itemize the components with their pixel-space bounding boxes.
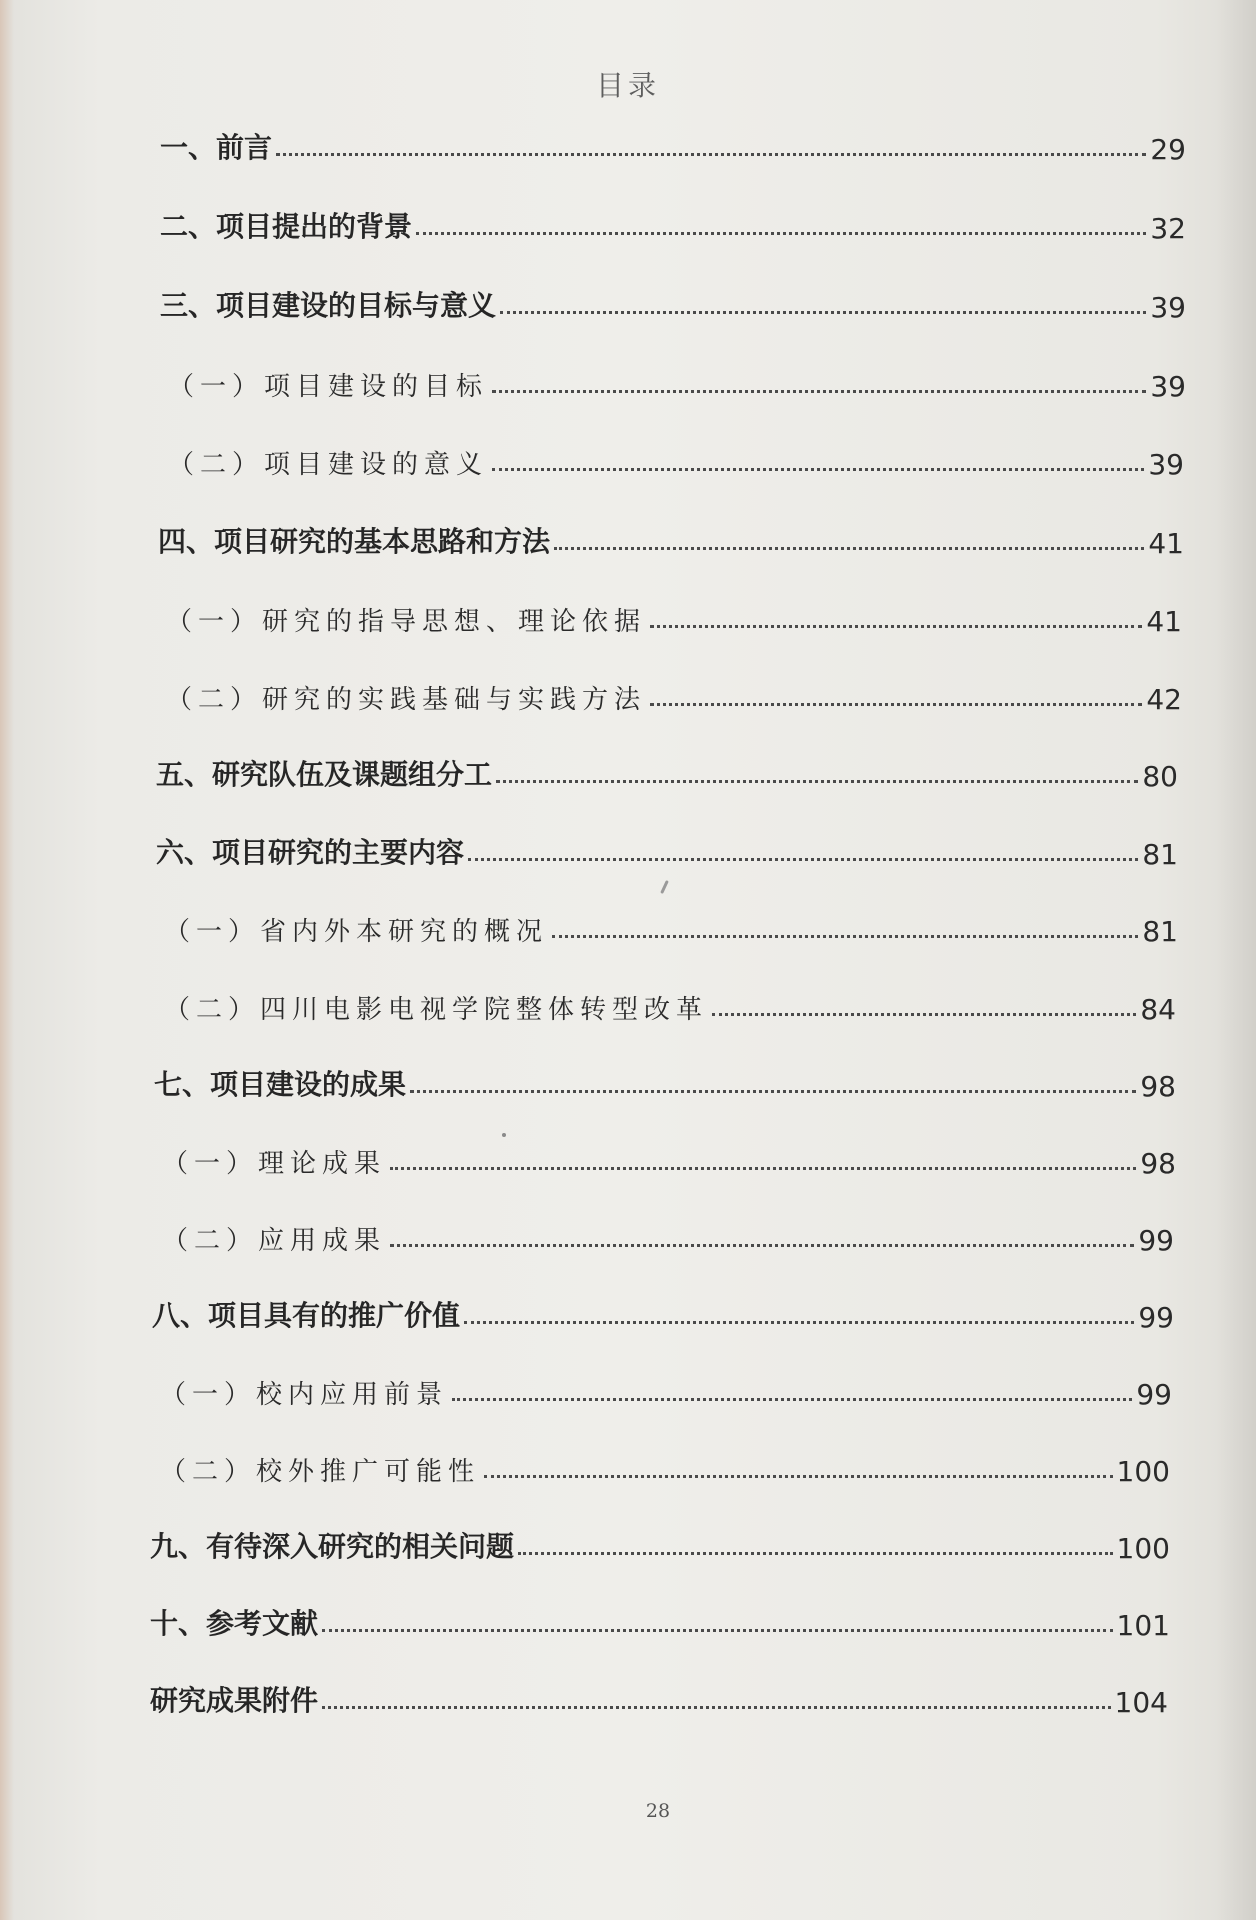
toc-title: 目录 — [595, 69, 660, 102]
toc-entry-page: 101 — [1116, 1609, 1170, 1642]
toc-entry-page: 32 — [1150, 212, 1186, 245]
toc-dot-leader — [416, 232, 1146, 235]
toc-entry-page: 98 — [1140, 1070, 1176, 1103]
toc-entry-page: 98 — [1140, 1147, 1176, 1180]
toc-entry-label: （一）理论成果 — [162, 1149, 387, 1179]
toc-dot-leader — [518, 1552, 1113, 1555]
toc-entry — [160, 1367, 1172, 1411]
toc-dot-leader — [650, 703, 1142, 706]
toc-entry-page: 104 — [1114, 1686, 1168, 1719]
toc-dot-leader — [492, 468, 1144, 471]
toc-entry-label: （二）应用成果 — [162, 1226, 387, 1256]
toc-dot-leader — [552, 935, 1138, 938]
toc-entry — [166, 672, 1182, 716]
toc-entry-page: 81 — [1142, 838, 1178, 871]
toc-entry-page: 84 — [1140, 993, 1176, 1026]
toc-entry-page: 41 — [1146, 605, 1182, 638]
toc-dot-leader — [554, 547, 1144, 550]
toc-entry-label: 一、前言 — [160, 131, 273, 164]
toc-entry-page: 99 — [1138, 1301, 1174, 1334]
toc-entry — [164, 982, 1176, 1026]
toc-dot-leader — [322, 1629, 1113, 1632]
toc-entry — [162, 1136, 1176, 1180]
toc-entry — [152, 1290, 1174, 1334]
toc-entry — [164, 904, 1178, 948]
toc-entry-page: 41 — [1148, 527, 1184, 560]
toc-entry-page: 80 — [1142, 760, 1178, 793]
toc-entry-page: 100 — [1116, 1532, 1170, 1565]
toc-dot-leader — [650, 625, 1142, 628]
toc-dot-leader — [410, 1090, 1136, 1093]
toc-entry-label: 十、参考文献 — [150, 1607, 319, 1640]
toc-entry-page: 99 — [1138, 1224, 1174, 1257]
toc-entry-label: （二）研究的实践基础与实践方法 — [166, 685, 647, 715]
toc-entry-label: （一）项目建设的目标 — [168, 372, 489, 402]
toc-entry-label: （二）四川电影电视学院整体转型改革 — [164, 995, 709, 1025]
toc-entry-page: 42 — [1146, 683, 1182, 716]
toc-entry — [166, 594, 1182, 638]
toc-entry-label: （二）校外推广可能性 — [160, 1457, 481, 1487]
toc-entry — [154, 1059, 1176, 1103]
toc-entry-label: 五、研究队伍及课题组分工 — [156, 758, 493, 791]
toc-dot-leader — [484, 1475, 1113, 1478]
toc-entry — [150, 1675, 1168, 1719]
toc-entry-page: 99 — [1136, 1378, 1172, 1411]
toc-entry-label: （一）省内外本研究的概况 — [164, 917, 549, 947]
toc-entry-label: 三、项目建设的目标与意义 — [160, 289, 497, 322]
paper-speck — [502, 1133, 506, 1137]
toc-entry — [160, 201, 1186, 245]
toc-dot-leader — [496, 780, 1138, 783]
toc-entry-label: （一）校内应用前景 — [160, 1380, 449, 1410]
toc-entry-page: 39 — [1150, 370, 1186, 403]
toc-entry — [160, 122, 1186, 166]
page-number: 28 — [645, 1800, 671, 1822]
toc-dot-leader — [712, 1013, 1136, 1016]
toc-entry-label: 六、项目研究的主要内容 — [156, 836, 465, 869]
toc-entry-label: 研究成果附件 — [150, 1684, 319, 1717]
toc-entry-label: 四、项目研究的基本思路和方法 — [158, 525, 551, 558]
toc-dot-leader — [468, 858, 1138, 861]
toc-dot-leader — [464, 1321, 1134, 1324]
toc-entry-label: 八、项目具有的推广价值 — [152, 1299, 461, 1332]
toc-entry — [150, 1598, 1170, 1642]
toc-entry — [162, 1213, 1174, 1257]
toc-entry-label: 七、项目建设的成果 — [154, 1068, 407, 1101]
toc-entry-page: 29 — [1150, 133, 1186, 166]
toc-entry-label: （一）研究的指导思想、理论依据 — [166, 607, 647, 637]
toc-entry — [156, 749, 1178, 793]
toc-entry — [160, 280, 1186, 324]
toc-entry — [158, 516, 1184, 560]
toc-entry — [160, 1444, 1170, 1488]
toc-dot-leader — [322, 1706, 1111, 1709]
toc-entry — [150, 1521, 1170, 1565]
toc-entry — [156, 827, 1178, 871]
toc-dot-leader — [390, 1244, 1134, 1247]
toc-entry — [168, 359, 1186, 403]
toc-entry-page: 81 — [1142, 915, 1178, 948]
toc-entry-label: 九、有待深入研究的相关问题 — [150, 1530, 515, 1563]
toc-entry-label: 二、项目提出的背景 — [160, 210, 413, 243]
toc-entry-page: 39 — [1150, 291, 1186, 324]
toc-entry-label: （二）项目建设的意义 — [168, 450, 489, 480]
toc-entry-page: 39 — [1148, 448, 1184, 481]
toc-dot-leader — [390, 1167, 1136, 1170]
toc-entry-page: 100 — [1116, 1455, 1170, 1488]
toc-entry — [168, 437, 1184, 481]
toc-dot-leader — [492, 390, 1146, 393]
toc-dot-leader — [500, 311, 1146, 314]
toc-dot-leader — [452, 1398, 1132, 1401]
toc-dot-leader — [276, 153, 1146, 156]
